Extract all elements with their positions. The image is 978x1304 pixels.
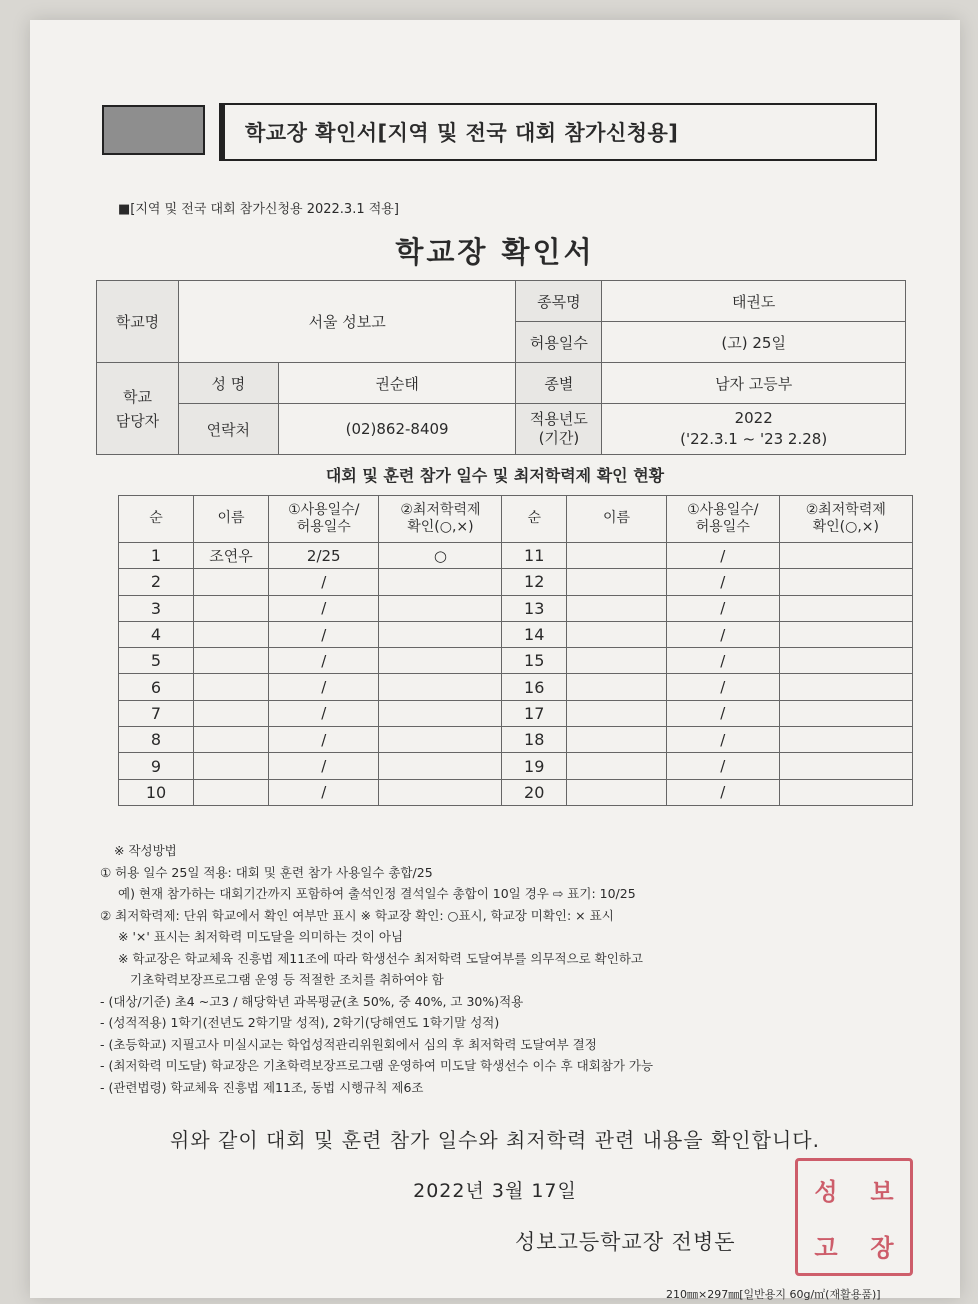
row-check bbox=[779, 621, 912, 647]
row-name bbox=[567, 727, 667, 753]
sport-value: 태권도 bbox=[602, 281, 906, 322]
seal-glyph: 보 bbox=[870, 1177, 894, 1206]
row-seq: 20 bbox=[502, 779, 567, 805]
year-range: ('22.3.1 ~ '23 2.28) bbox=[680, 430, 828, 448]
info-table bbox=[96, 280, 906, 455]
row-name bbox=[567, 674, 667, 700]
row-seq: 16 bbox=[502, 674, 567, 700]
instruction-line: - (초등학교) 지필고사 미실시교는 학업성적관리위원회에서 심의 후 최저학력 도달여부 결정 bbox=[100, 1036, 597, 1052]
table-row bbox=[119, 595, 913, 621]
col-seq: 순 bbox=[119, 496, 194, 543]
row-check bbox=[779, 779, 912, 805]
year-cell bbox=[602, 404, 906, 455]
row-name bbox=[567, 595, 667, 621]
row-check: ○ bbox=[379, 543, 502, 569]
gray-marker-block bbox=[102, 105, 205, 155]
row-name bbox=[194, 727, 269, 753]
row-name bbox=[567, 543, 667, 569]
row-name bbox=[194, 648, 269, 674]
status-table bbox=[118, 495, 913, 806]
row-name bbox=[567, 648, 667, 674]
writing-instructions bbox=[100, 840, 940, 1098]
table-row bbox=[119, 674, 913, 700]
table-row bbox=[119, 779, 913, 805]
row-name bbox=[194, 779, 269, 805]
row-check bbox=[379, 779, 502, 805]
row-used: / bbox=[269, 700, 379, 726]
row-seq: 7 bbox=[119, 700, 194, 726]
col-name: 이름 bbox=[194, 496, 269, 543]
table-row bbox=[119, 621, 913, 647]
row-check bbox=[379, 595, 502, 621]
row-used: / bbox=[667, 674, 780, 700]
row-seq: 10 bbox=[119, 779, 194, 805]
row-used: / bbox=[667, 543, 780, 569]
row-name bbox=[194, 674, 269, 700]
table-row bbox=[119, 569, 913, 595]
row-used: / bbox=[269, 621, 379, 647]
form-header-title: 학교장 확인서[지역 및 전국 대회 참가신청용] bbox=[245, 121, 679, 145]
row-check bbox=[379, 700, 502, 726]
row-used: / bbox=[667, 779, 780, 805]
row-used: / bbox=[667, 648, 780, 674]
row-check bbox=[379, 753, 502, 779]
col-used: ①사용일수/ 허용일수 bbox=[269, 496, 379, 543]
row-check bbox=[779, 543, 912, 569]
row-seq: 11 bbox=[502, 543, 567, 569]
header-frame bbox=[219, 103, 877, 161]
row-name bbox=[567, 753, 667, 779]
row-check bbox=[379, 727, 502, 753]
row-name bbox=[567, 700, 667, 726]
row-check bbox=[379, 674, 502, 700]
name-label: 성 명 bbox=[178, 363, 278, 404]
confirmation-statement: 위와 같이 대회 및 훈련 참가 일수와 최저학력 관련 내용을 확인합니다. bbox=[170, 1128, 820, 1152]
row-name bbox=[194, 621, 269, 647]
row-seq: 9 bbox=[119, 753, 194, 779]
row-used: / bbox=[667, 569, 780, 595]
row-used: / bbox=[269, 648, 379, 674]
row-seq: 6 bbox=[119, 674, 194, 700]
year-label: 적용년도 (기간) bbox=[516, 404, 602, 455]
row-name bbox=[194, 595, 269, 621]
col-check-2: ②최저학력제 확인(○,×) bbox=[779, 496, 912, 543]
row-name: 조연우 bbox=[194, 543, 269, 569]
issue-date: 2022년 3월 17일 bbox=[413, 1180, 577, 1202]
row-used: / bbox=[269, 569, 379, 595]
division-value: 남자 고등부 bbox=[602, 363, 906, 404]
main-title: 학교장 확인서 bbox=[395, 235, 595, 269]
days-value: (고) 25일 bbox=[602, 322, 906, 363]
row-seq: 5 bbox=[119, 648, 194, 674]
instruction-line: - (최저학력 미도달) 학교장은 기초학력보장프로그램 운영하여 미도달 학생선수 이수 후 대회참가 가능 bbox=[100, 1058, 654, 1073]
instruction-line: ① 허용 일수 25일 적용: 대회 및 훈련 참가 사용일수 총합/25 bbox=[100, 864, 433, 880]
col-seq-2: 순 bbox=[502, 496, 567, 543]
row-used: / bbox=[269, 753, 379, 779]
row-used: / bbox=[667, 595, 780, 621]
row-check bbox=[379, 569, 502, 595]
instruction-line: - (대상/기준) 초4 ~고3 / 해당학년 과목평균(초 50%, 중 40%, 고 30%)적용 bbox=[100, 993, 524, 1009]
division-label: 종별 bbox=[516, 363, 602, 404]
col-name-2: 이름 bbox=[567, 496, 667, 543]
row-check bbox=[379, 648, 502, 674]
row-used: / bbox=[269, 727, 379, 753]
row-used: 2/25 bbox=[269, 543, 379, 569]
instruction-line: 기초학력보장프로그램 운영 등 적절한 조치를 취하여야 함 bbox=[130, 972, 444, 987]
official-seal-stamp bbox=[795, 1158, 913, 1276]
table-row bbox=[119, 753, 913, 779]
seal-glyph: 고 bbox=[814, 1233, 838, 1262]
instruction-line: 예) 현재 참가하는 대회기간까지 포함하여 출석인정 결석일수 총합이 10일 경우 ⇨ 표기: 10/25 bbox=[118, 886, 636, 901]
row-seq: 1 bbox=[119, 543, 194, 569]
row-seq: 13 bbox=[502, 595, 567, 621]
instruction-line: - (성적적용) 1학기(전년도 2학기말 성적), 2학기(당해연도 1학기말 성적) bbox=[100, 1015, 500, 1030]
phone-value: (02)862-8409 bbox=[278, 404, 516, 455]
table-row bbox=[119, 543, 913, 569]
row-check bbox=[779, 727, 912, 753]
row-used: / bbox=[667, 727, 780, 753]
row-name bbox=[194, 700, 269, 726]
table-row bbox=[119, 648, 913, 674]
row-seq: 3 bbox=[119, 595, 194, 621]
row-used: / bbox=[667, 700, 780, 726]
row-seq: 15 bbox=[502, 648, 567, 674]
document-page bbox=[30, 20, 960, 1301]
row-used: / bbox=[667, 621, 780, 647]
row-name bbox=[194, 753, 269, 779]
days-label: 허용일수 bbox=[516, 322, 602, 363]
row-used: / bbox=[269, 779, 379, 805]
contact-group-label: 학교 담당자 bbox=[97, 363, 179, 455]
table-row bbox=[119, 727, 913, 753]
title-box bbox=[102, 103, 877, 170]
row-seq: 12 bbox=[502, 569, 567, 595]
row-name bbox=[567, 779, 667, 805]
row-name bbox=[567, 569, 667, 595]
status-table-header bbox=[119, 496, 913, 543]
row-name bbox=[567, 621, 667, 647]
row-seq: 17 bbox=[502, 700, 567, 726]
row-check bbox=[779, 569, 912, 595]
row-check bbox=[779, 648, 912, 674]
row-check bbox=[779, 674, 912, 700]
name-value: 권순태 bbox=[278, 363, 516, 404]
year-value: 2022 bbox=[734, 409, 773, 427]
school-value: 서울 성보고 bbox=[178, 281, 516, 363]
row-seq: 8 bbox=[119, 727, 194, 753]
row-seq: 14 bbox=[502, 621, 567, 647]
section-heading: 대회 및 훈련 참가 일수 및 최저학력제 확인 현황 bbox=[325, 466, 665, 485]
instruction-line: - (관련법령) 학교체육 진흥법 제11조, 동법 시행규칙 제6조 bbox=[100, 1079, 424, 1095]
seal-glyph: 장 bbox=[870, 1233, 894, 1262]
instruction-line: ※ '×' 표시는 최저학력 미도달을 의미하는 것이 아님 bbox=[118, 929, 404, 944]
row-used: / bbox=[269, 595, 379, 621]
col-used-2: ①사용일수/ 허용일수 bbox=[667, 496, 780, 543]
phone-label: 연락처 bbox=[178, 404, 278, 455]
row-seq: 18 bbox=[502, 727, 567, 753]
row-seq: 2 bbox=[119, 569, 194, 595]
instruction-line: ※ 학교장은 학교체육 진흥법 제11조에 따라 학생선수 최저학력 도달여부를 의무적으로 확인하고 bbox=[118, 950, 643, 966]
instruction-line: ② 최저학력제: 단위 학교에서 확인 여부만 표시 ※ 학교장 확인: ○표시, 학교장 미확인: × 표시 bbox=[100, 907, 614, 923]
row-check bbox=[779, 595, 912, 621]
row-name bbox=[194, 569, 269, 595]
principal-signature: 성보고등학교장 전병돈 bbox=[515, 1230, 736, 1254]
row-used: / bbox=[269, 674, 379, 700]
school-label: 학교명 bbox=[97, 281, 179, 363]
row-check bbox=[379, 621, 502, 647]
sport-label: 종목명 bbox=[516, 281, 602, 322]
row-seq: 19 bbox=[502, 753, 567, 779]
table-row bbox=[119, 700, 913, 726]
form-subtag: ■[지역 및 전국 대회 참가신청용 2022.3.1 적용] bbox=[118, 202, 399, 217]
row-check bbox=[779, 700, 912, 726]
row-check bbox=[779, 753, 912, 779]
instruction-line: ※ 작성방법 bbox=[114, 843, 177, 858]
seal-glyph: 성 bbox=[814, 1177, 838, 1206]
row-used: / bbox=[667, 753, 780, 779]
col-check: ②최저학력제 확인(○,×) bbox=[379, 496, 502, 543]
paper-spec-footnote: 210㎜×297㎜[일반용지 60g/㎡(재활용품)] bbox=[666, 1288, 881, 1301]
row-seq: 4 bbox=[119, 621, 194, 647]
